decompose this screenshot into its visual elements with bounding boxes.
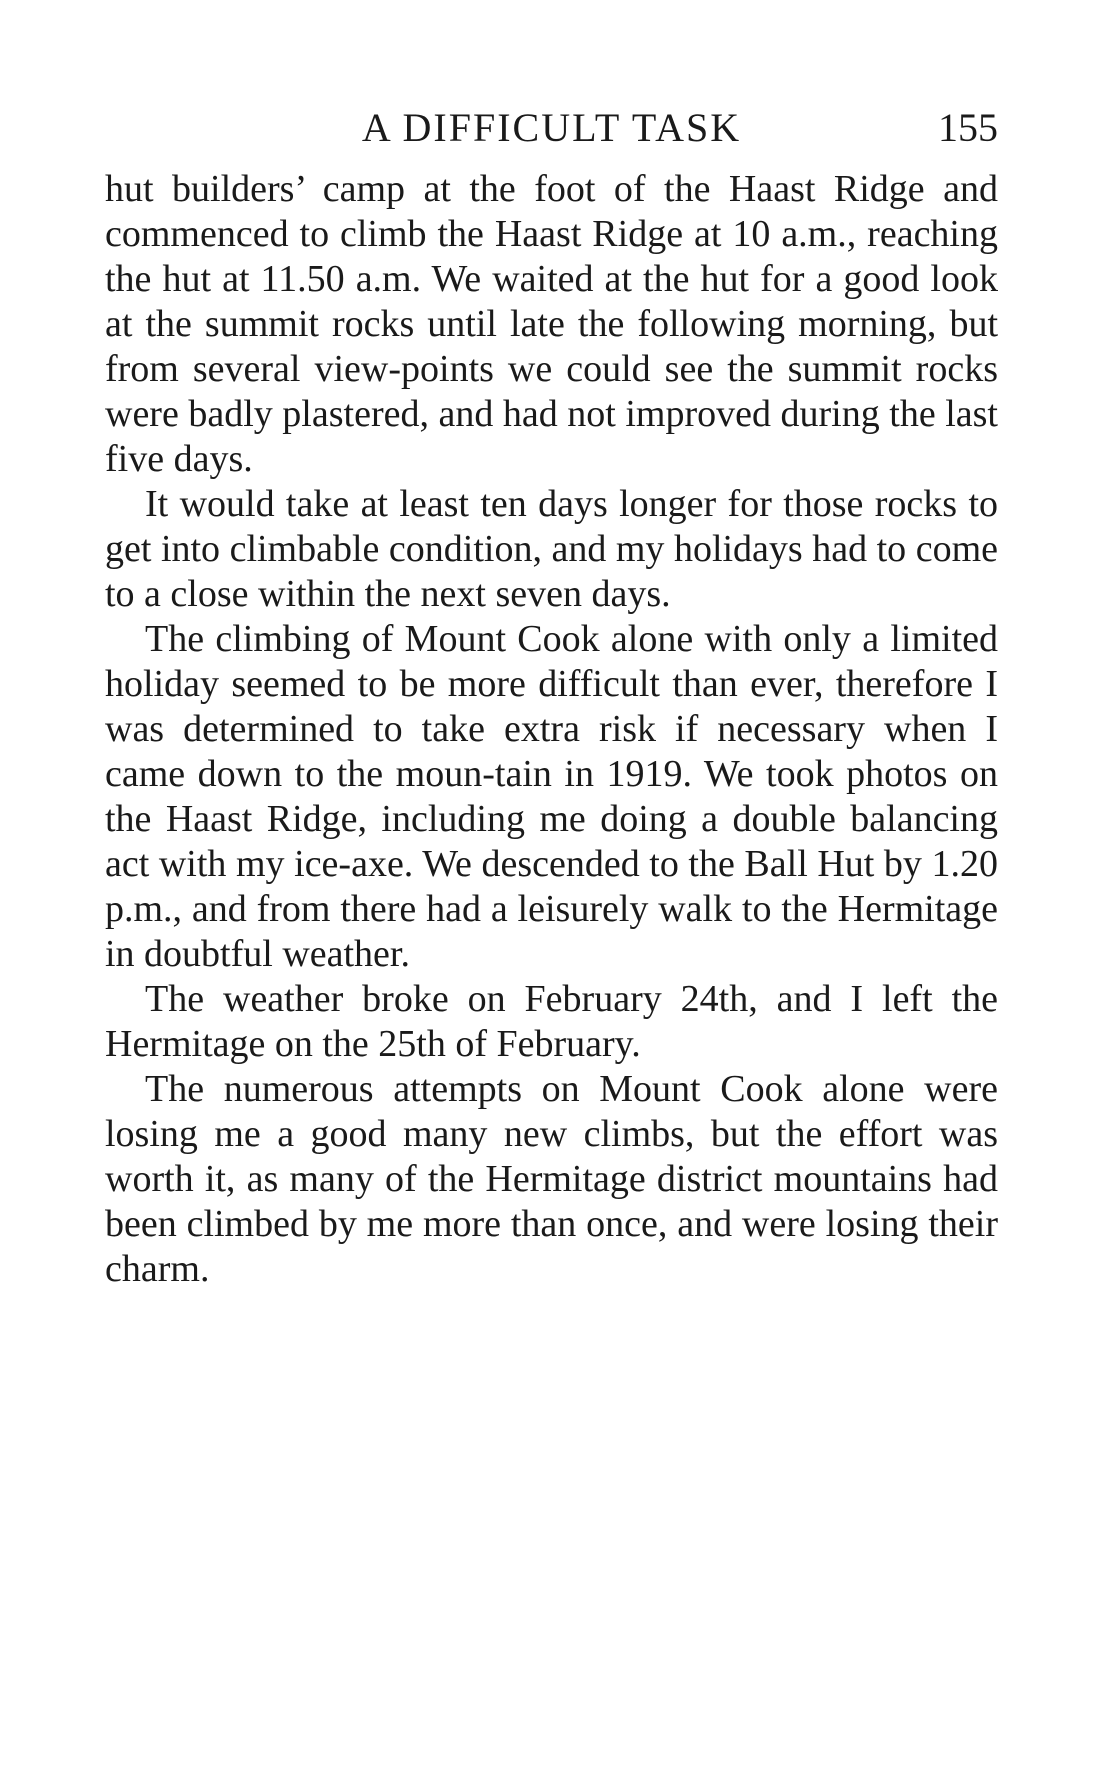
paragraph: The weather broke on February 24th, and I left the Hermitage on the 25th of February. [105, 978, 998, 1065]
paragraph: The numerous attempts on Mount Cook alone were losing me a good many new climbs, but the effort was worth it, as many of the Hermitage district mountains had been climbed by me more than once, and were losing their charm. [105, 1068, 998, 1290]
page-number: 155 [938, 105, 998, 150]
paragraph-continued: hut builders’ camp at the foot of the Haast Ridge and commenced to climb the Haast Ridge at 10 a.m., reaching the hut at 11.50 a.m. We waited at the hut for a good look at the summit rocks until late the following morning, but from several view-points we could see the summit rocks were badly plastered, and had not improved during the last five days. [105, 168, 998, 480]
paragraph: The climbing of Mount Cook alone with only a limited holiday seemed to be more difficult than ever, therefore I was determined to take extra risk if necessary when I came down to the moun-tain in 1919. We took photos on the Haast Ridge, including me doing a double balancing act with my ice-axe. We descended to the Ball Hut by 1.20 p.m., and from there had a leisurely walk to the Hermitage in doubtful weather. [105, 618, 998, 975]
body-text [105, 167, 998, 1292]
running-head [105, 100, 998, 156]
chapter-title: A DIFFICULT TASK [361, 105, 742, 150]
paragraph: It would take at least ten days longer for those rocks to get into climbable condition, and my holidays had to come to a close within the next seven days. [105, 483, 998, 615]
